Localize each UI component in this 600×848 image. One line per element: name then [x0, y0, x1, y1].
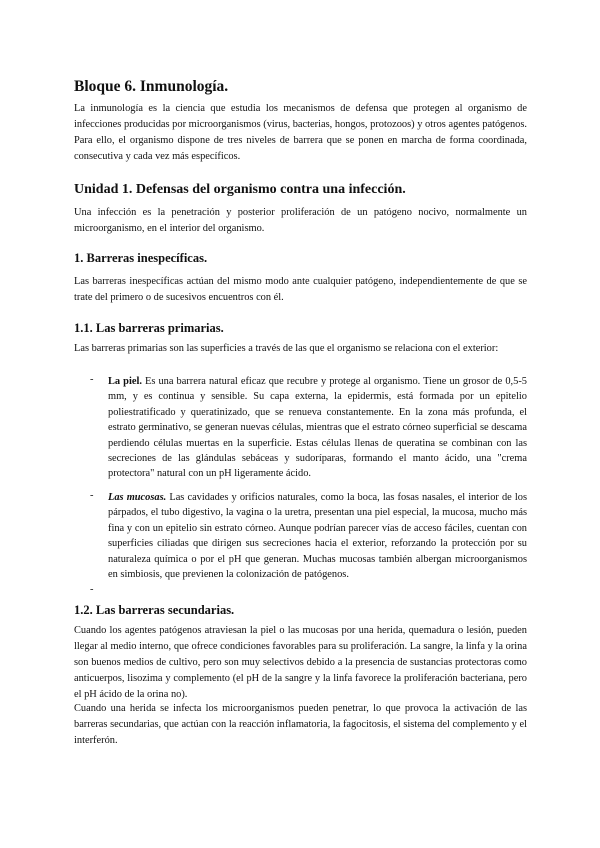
- unit-title: Unidad 1. Defensas del organismo contra una infección.: [74, 182, 406, 197]
- list-item-text: Es una barrera natural eficaz que recubre y protege al organismo. Tiene un grosor de 0,5-5 mm, y es continua y sensible. Su capa externa, la epidermis, está formada por un epitelio poliestratificado y queratinizado, que se renueva constantemente. En la zona más profunda, el estrato germinativo, se generan nuevas células, mientras que el estrato córneo superficial se descama perdiendo células muertas en la superficie. Estas células llenas de queratina se combinan con las secreciones de las glándulas sebáceas y sudoríparas, formando el manto ácido, una "crema protectora" natural con un pH ligeramente ácido.: [108, 376, 527, 480]
- block-title: Bloque 6. Inmunología.: [74, 78, 229, 95]
- unit-intro-paragraph: Una infección es la penetración y posterior proliferación de un patógeno nocivo, normalmente un microorganismo, en el interior del organismo.: [74, 207, 527, 234]
- section-1-paragraph: Las barreras inespecíficas actúan del mismo modo ante cualquier patógeno, independientemente de que se trate del primero o de sucesivos encuentros con él.: [74, 276, 527, 303]
- list-item-mucosas: [108, 490, 527, 582]
- intro-paragraph: La inmunología es la ciencia que estudia los mecanismos de defensa que protegen al organismo de infecciones producidas por microorganismos (virus, bacterias, hongos, protozoos) y otros agentes patógenos. Para ello, el organismo dispone de tres niveles de barrera que se ponen en marcha de forma coordinada, consecutiva y cada vez más específicos.: [74, 103, 527, 162]
- section-1-1-title: 1.1. Las barreras primarias.: [74, 321, 224, 335]
- list-item-term: La piel.: [108, 376, 142, 387]
- list-bullet-empty: -: [90, 584, 94, 595]
- list-item-piel: [108, 374, 527, 482]
- list-item-term: Las mucosas.: [108, 492, 167, 503]
- list-bullet: -: [90, 374, 94, 385]
- section-1-2-title: 1.2. Las barreras secundarias.: [74, 603, 235, 617]
- list-bullet: -: [90, 490, 94, 501]
- section-1-title: 1. Barreras inespecíficas.: [74, 251, 208, 265]
- section-1-2-paragraph: Cuando los agentes patógenos atraviesan la piel o las mucosas por una herida, quemadura o lesión, pueden llegar al medio interno, que ofrece condiciones favorables para su proliferación. La sangre, la linfa y la orina son buenos medios de cultivo, pero son muy selectivos debido a la presencia de sustancias protectoras como anticuerpos, lisozima y complemento (el pH de la sangre y la linfa favorece la proliferación bacteriana, pero el pH ácido de la orina no).: [74, 625, 527, 700]
- section-1-2-paragraph: Cuando una herida se infecta los microorganismos pueden penetrar, lo que provoca la activación de las barreras secundarias, que actúan con la reacción inflamatoria, la fagocitosis, el sistema del complemento y el interferón.: [74, 703, 527, 746]
- section-1-1-paragraph: Las barreras primarias son las superficies a través de las que el organismo se relaciona con el exterior:: [74, 343, 499, 354]
- list-item-text: Las cavidades y orificios naturales, como la boca, las fosas nasales, el interior de los párpados, el tubo digestivo, la vagina o la uretra, presentan una piel especial, la mucosa, mucho más fina y con un epitelio sin estrato córneo. Aunque podrían parecer vías de acceso fáciles, cuentan con superficies ciliadas que dirigen sus secreciones hacia el exterior, reforzando la protección por su naturaleza química o por el pH que generan. Muchas mucosas también albergan microorganismos en simbiosis, que previenen la colonización de patógenos.: [108, 492, 528, 581]
